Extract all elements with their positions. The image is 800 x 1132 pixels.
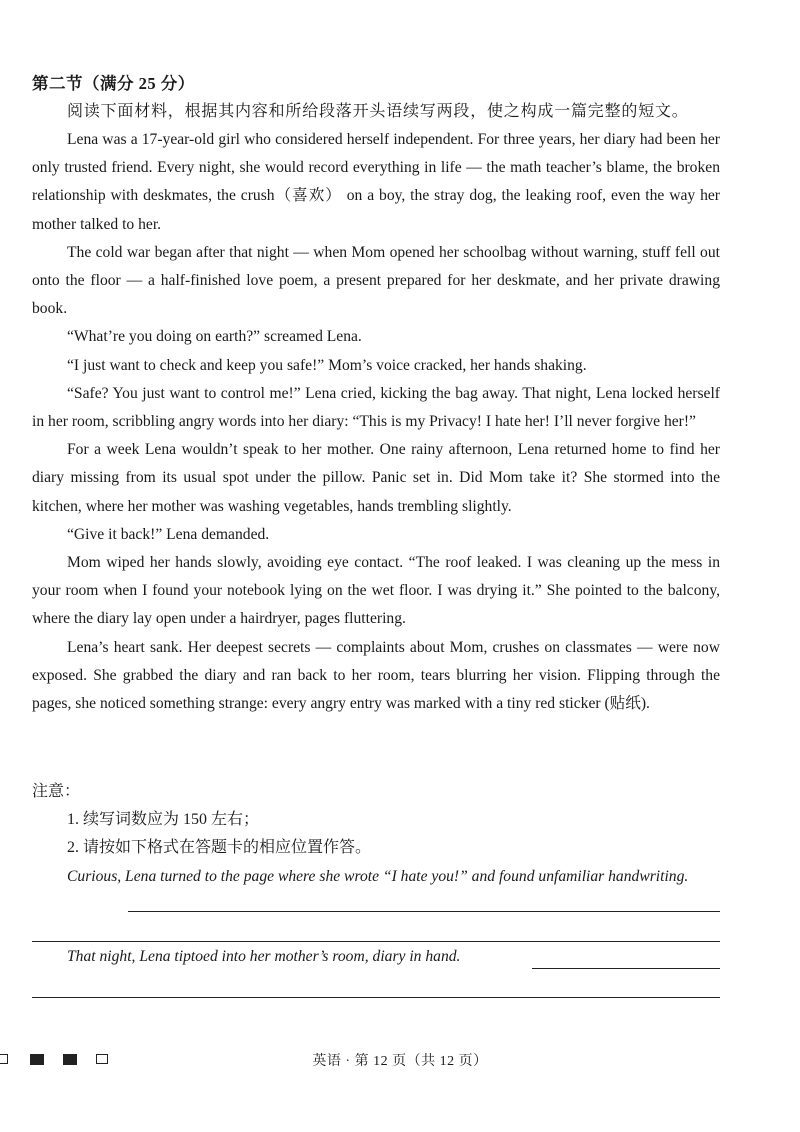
continuation-prompt-2: That night, Lena tiptoed into her mother’s room, diary in hand.: [67, 948, 461, 965]
story-paragraph: Lena’s heart sank. Her deepest secrets — complaints about Mom, crushes on classmates — were now exposed. She grabbed the diary and ran back to her room, tears blurring her vision. Flipping through the pages, she noticed something strange: every angry entry was marked with a tiny red sticker (贴纸).: [32, 638, 720, 713]
continuation-prompt-1: Curious, Lena turned to the page where she wrote “I hate you!” and found unfamiliar handwriting.: [67, 868, 689, 885]
story-paragraph: Mom wiped her hands slowly, avoiding eye contact. “The roof leaked. I was cleaning up the mess in your room when I found your notebook lying on the wet floor. I was drying it.” She pointed to the balcony, where the diary lay open under a hairdryer, pages fluttering.: [32, 554, 720, 628]
story-paragraph: “Safe? You just want to control me!” Lena cried, kicking the bag away. That night, Lena locked herself in her room, scribbling angry words into her diary: “This is my Privacy! I hate her! I’ll never forgive her!”: [32, 384, 720, 431]
story-paragraph: Lena was a 17-year-old girl who considered herself independent. For three years, her diary had been her only trusted friend. Every night, she would record everything in life — the math teacher’s blame, the broken relationship with deskmates, the crush（喜欢） on a boy, the stray dog, the leaking roof, even the way her mother talked to her.: [32, 131, 720, 233]
story-paragraph: “I just want to check and keep you safe!” Mom’s voice cracked, her hands shaking.: [67, 356, 587, 374]
answer-line: [32, 941, 720, 942]
section-title: 第二节（满分 25 分）: [32, 74, 195, 93]
story-paragraph: “What’re you doing on earth?” screamed Lena.: [67, 328, 362, 346]
task-instruction: 阅读下面材料，根据其内容和所给段落开头语续写两段，使之构成一篇完整的短文。: [67, 103, 689, 120]
notes-label: 注意：: [32, 783, 81, 800]
notes-block: [32, 778, 371, 862]
answer-line: [32, 997, 720, 998]
story-paragraph: The cold war began after that night — when Mom opened her schoolbag without warning, stuff fell out onto the floor — a half-finished love poem, a present prepared for her deskmate, and her private drawing book.: [32, 243, 720, 318]
story-paragraph: “Give it back!” Lena demanded.: [67, 525, 270, 543]
story-text: [32, 126, 720, 718]
answer-line: [532, 968, 720, 969]
answer-line: [128, 911, 720, 912]
note-item: 1. 续写词数应为 150 左右；: [67, 811, 260, 828]
page-footer: 英语 · 第 12 页（共 12 页）: [312, 1054, 488, 1069]
note-item: 2. 请按如下格式在答题卡的相应位置作答。: [67, 839, 372, 856]
story-paragraph: For a week Lena wouldn’t speak to her mother. One rainy afternoon, Lena returned home to find her diary missing from its usual spot under the pillow. Panic set in. Did Mom take it? She stormed into the kitchen, where her mother was washing vegetables, hands trembling slightly.: [32, 441, 720, 515]
